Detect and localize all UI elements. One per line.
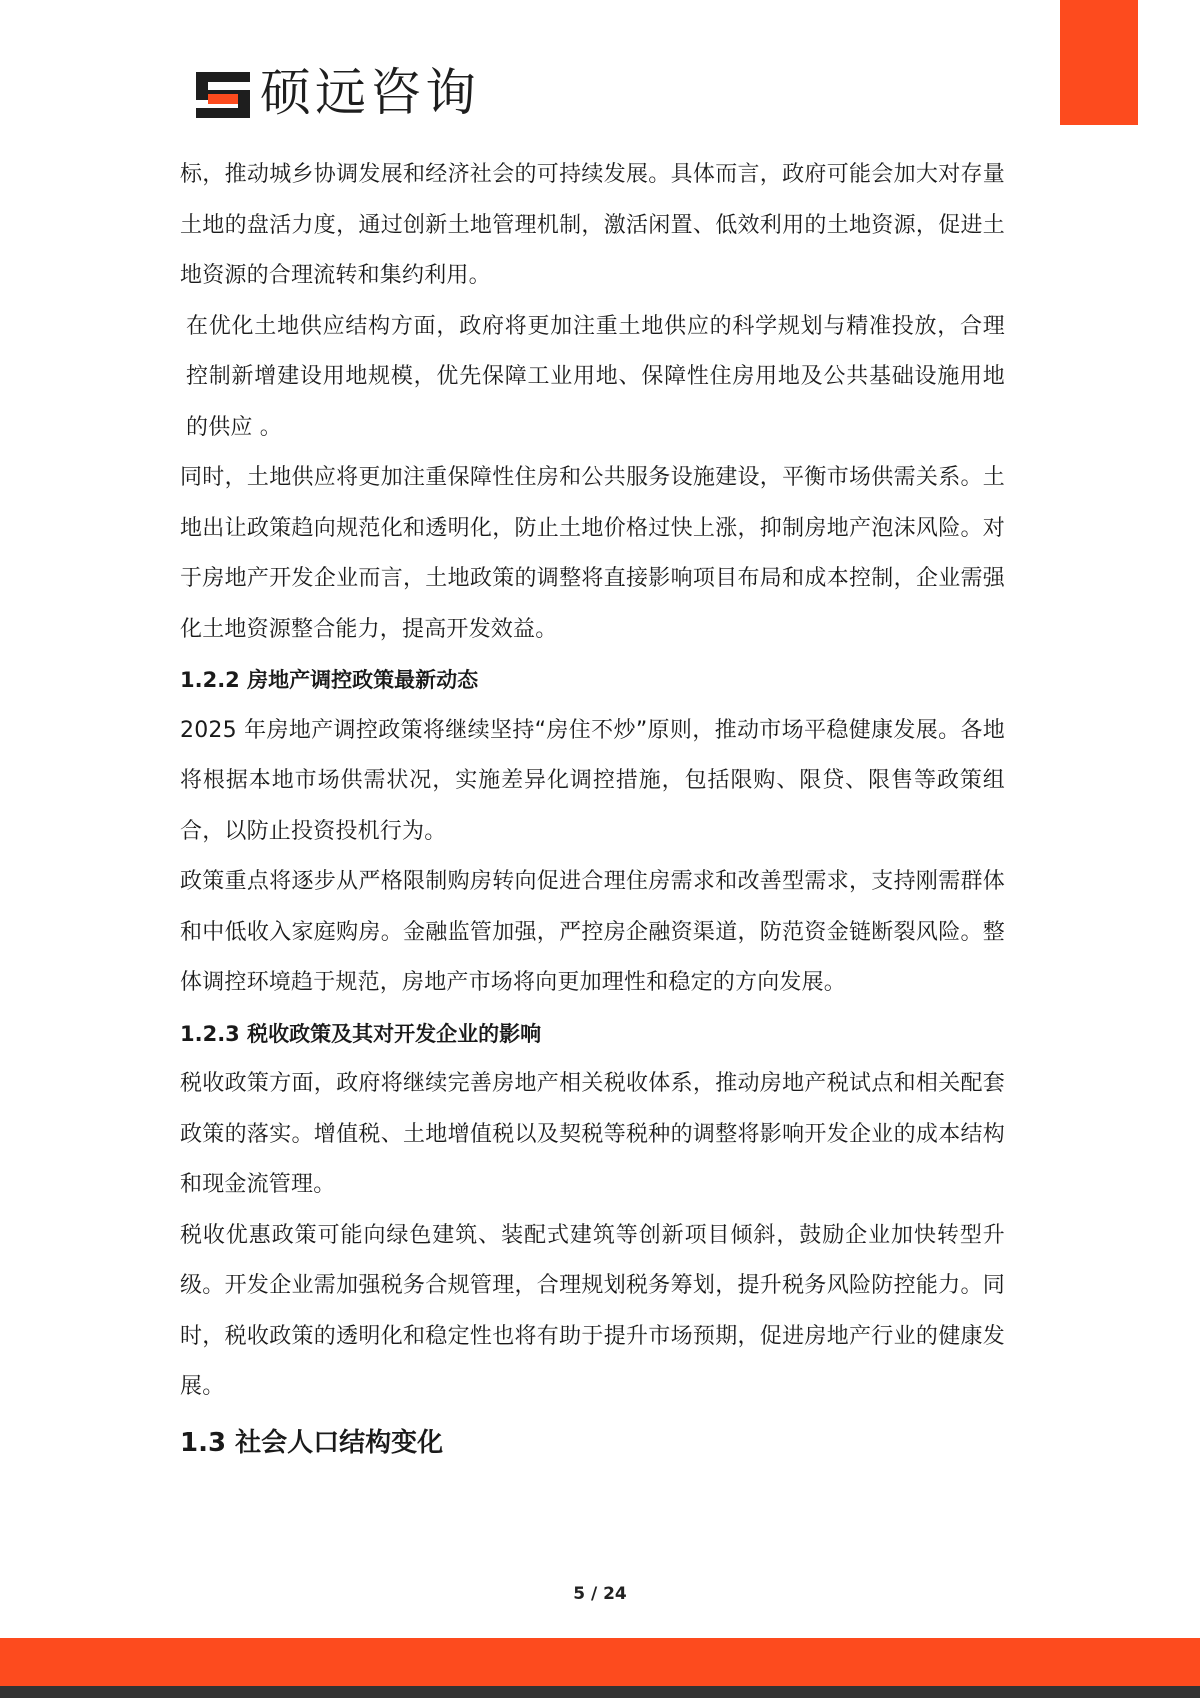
paragraph: 2025 年房地产调控政策将继续坚持“房住不炒”原则，推动市场平稳健康发展。各地将根据本地市场供需状况，实施差异化调控措施，包括限购、限贷、限售等政策组合，以防止投资投机行为。 <box>180 717 1005 844</box>
paragraph: 税收优惠政策可能向绿色建筑、装配式建筑等创新项目倾斜，鼓励企业加快转型升级。开发企业需加强税务合规管理，合理规划税务筹划，提升税务风险防控能力。同时，税收政策的透明化和稳定性也将有助于提升市场预期，促进房地产行业的健康发展。 <box>180 1222 1005 1399</box>
paragraph: 政策重点将逐步从严格限制购房转向促进合理住房需求和改善型需求，支持刚需群体和中低收入家庭购房。金融监管加强，严控房企融资渠道，防范资金链断裂风险。整体调控环境趋于规范，房地产市场将向更加理性和稳定的方向发展。 <box>180 869 1005 995</box>
corner-accent-bar <box>1060 0 1138 125</box>
section-heading-1-2-2: 1.2.2 房地产调控政策最新动态 <box>180 668 479 692</box>
footer-accent-band <box>0 1638 1200 1686</box>
paragraph: 同时，土地供应将更加注重保障性住房和公共服务设施建设，平衡市场供需关系。土地出让政策趋向规范化和透明化，防止土地价格过快上涨，抑制房地产泡沫风险。对于房地产开发企业而言，土地政策的调整将直接影响项目布局和成本控制，企业需强化土地资源整合能力，提高开发效益。 <box>180 465 1005 642</box>
brand-name: 硕远咨询 <box>260 64 481 123</box>
section-heading-1-2-3: 1.2.3 税收政策及其对开发企业的影响 <box>180 1021 542 1046</box>
paragraph: 标，推动城乡协调发展和经济社会的可持续发展。具体而言，政府可能会加大对存量土地的盘活力度，通过创新土地管理机制，激活闲置、低效利用的土地资源，促进土地资源的合理流转和集约利用。 <box>180 162 1005 288</box>
footer-dark-strip <box>0 1686 1200 1698</box>
document-body <box>180 150 1005 1469</box>
brand-logo-icon <box>194 70 252 120</box>
page-number: 5 / 24 <box>573 1584 627 1604</box>
paragraph: 在优化土地供应结构方面，政府将更加注重土地供应的科学规划与精准投放，合理控制新增建设用地规模，优先保障工业用地、保障性住房用地及公共基础设施用地的供应 。 <box>186 313 1005 440</box>
paragraph: 税收政策方面，政府将继续完善房地产相关税收体系，推动房地产税试点和相关配套政策的落实。增值税、土地增值税以及契税等税种的调整将影响开发企业的成本结构和现金流管理。 <box>180 1071 1005 1197</box>
section-heading-1-3: 1.3 社会人口结构变化 <box>180 1427 444 1458</box>
